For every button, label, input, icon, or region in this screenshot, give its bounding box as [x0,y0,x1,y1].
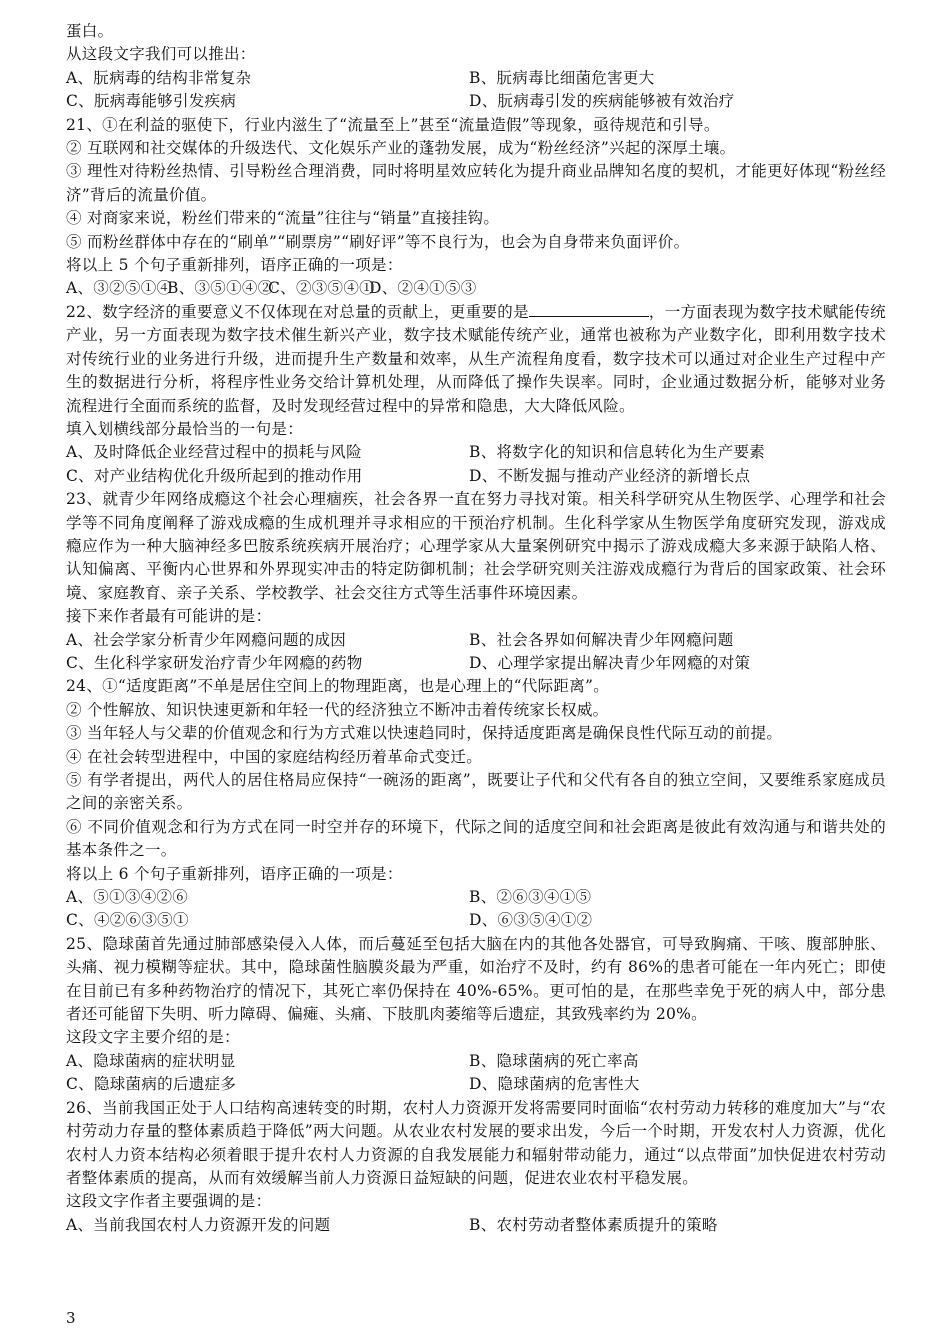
q22-question: 填入划横线部分最恰当的一句是： [66,419,304,438]
previous-question-tail: 蛋白。 [66,22,114,40]
q25-options [66,1050,886,1097]
q21-sentence-4: ④ 对商家来说，粉丝们带来的“流量”往往与“销量”直接挂钩。 [66,209,500,228]
q24-sentence-2: ② 个性解放、知识快速更新和年轻一代的经济独立不断冲击着传统家长权威。 [66,700,609,719]
q26-question: 这段文字作者主要强调的是： [66,1192,272,1211]
q20-option-b[interactable]: B、朊病毒比细菌危害更大 [469,68,655,87]
q24-option-a[interactable]: A、⑤①③④②⑥ [66,888,189,907]
q24-option-b[interactable]: B、②⑥③④①⑤ [469,888,592,907]
q21-sentence-1: 21、①在利益的驱使下，行业内滋生了“流量至上”甚至“流量造假”等现象，亟待规范和引导。 [66,115,720,134]
q21-options [66,277,886,300]
q24-sentence-1: 24、①“适度距离”不单是居住空间上的物理距离，也是心理上的“代际距离”。 [66,677,610,696]
q25-option-c[interactable]: C、隐球菌病的后遗症多 [66,1075,237,1094]
q24-sentence-3: ③ 当年轻人与父辈的价值观念和行为方式难以快速趋同时，保持适度距离是确保良性代际互动的前提。 [66,724,783,743]
q21-question: 将以上 5 个句子重新排列，语序正确的一项是： [66,256,403,275]
q21-sentence-3: ③ 理性对待粉丝热情、引导粉丝合理消费，同时将明星效应转化为提升商业品牌知名度的契机，才能更好体现“粉丝经济”背后的流量价值。 [66,162,886,204]
q26-passage: 26、当前我国正处于人口结构高速转变的时期，农村人力资源开发将需要同时面临“农村劳动力转移的难度加大”与“农村劳动力存量的整体素质趋于降低”两大问题。从农业农村发展的要求出发，今后一个时期，开发农村人力资源，优化农村人力资本结构必须着眼于提升农村人力资源的自我发展能力和辐射带动能力，通过“以点带面”加快促进农村劳动者整体素质的提高，从而有效缓解当前人力资源日益短缺的问题，促进农业农村平稳发展。 [66,1098,886,1187]
q24-options [66,886,886,933]
q23-option-d[interactable]: D、心理学家提出解决青少年网瘾的对策 [469,653,751,672]
q25-option-d[interactable]: D、隐球菌病的危害性大 [469,1075,640,1094]
q26-option-a[interactable]: A、当前我国农村人力资源开发的问题 [66,1215,331,1234]
q22-option-a[interactable]: A、及时降低企业经营过程中的损耗与风险 [66,443,362,462]
q21-option-a[interactable]: A、③②⑤①④ [66,279,173,298]
q23-passage: 23、就青少年网络成瘾这个社会心理痼疾，社会各界一直在努力寻找对策。相关科学研究从生物医学、心理学和社会学等不同角度阐释了游戏成瘾的生成机理并寻求相应的干预治疗机制。生化科学家从生物医学角度研究发现，游戏成瘾应作为一种大脑神经多巴胺系统疾病开展治疗；心理学家从大量案例研究中揭示了游戏成瘾大多来源于缺陷人格、认知偏离、平衡内心世界和外界现实冲击的特定防御机制；社会学研究则关注游戏成瘾行为背后的国家政策、社会环境、家庭教育、亲子关系、学校教学、社会交往方式等生活事件环境因素。 [66,490,886,602]
q24-option-d[interactable]: D、⑥③⑤④①② [469,911,593,930]
q20-option-d[interactable]: D、朊病毒引发的疾病能够被有效治疗 [469,92,735,111]
q22-fill-blank [529,301,649,317]
q24-sentence-4: ④ 在社会转型进程中，中国的家庭结构经历着革命式变迁。 [66,747,483,766]
q21-sentence-5: ⑤ 而粉丝群体中存在的“刷单”“刷票房”“刷好评”等不良行为，也会为自身带来负面评价。 [66,232,690,251]
exam-page-body [66,20,886,1237]
q23-options [66,629,886,676]
q21-option-d[interactable]: D、②④①⑤③ [369,279,477,298]
page-number: 3 [66,1309,76,1327]
q24-sentence-5: ⑤ 有学者提出，两代人的居住格局应保持“一碗汤的距离”，既要让子代和父代有各自的独立空间，又要维系家庭成员之间的亲密关系。 [66,771,886,813]
q24-question: 将以上 6 个句子重新排列，语序正确的一项是： [66,864,403,883]
q21-option-c[interactable]: C、②③⑤④① [268,279,375,298]
q26-options [66,1214,886,1237]
q23-option-b[interactable]: B、社会各界如何解决青少年网瘾问题 [469,630,734,649]
q21-sentence-2: ② 互联网和社交媒体的升级迭代、文化娱乐产业的蓬勃发展，成为“粉丝经济”兴起的深厚土壤。 [66,139,736,158]
q22-option-b[interactable]: B、将数字化的知识和信息转化为生产要素 [469,443,766,462]
q22-text-after-blank: ，一方面表现为数字技术赋能传统产业，另一方面表现为数字技术催生新兴产业，数字技术赋能传统产业，通常也被称为产业数字化，即利用数字技术对传统行业的业务进行升级，进而提升生产数量和效率，从生产流程角度看，数字技术可以通过对企业生产过程中产生的数据进行分析，将程序性业务交给计算机处理，从而降低了操作失误率。同时，企业通过数据分析，能够对业务流程进行全面而系统的监督，及时发现经营过程中的异常和隐患，大大降低风险。 [66,302,886,415]
q23-question: 接下来作者最有可能讲的是： [66,607,272,626]
q21-option-b[interactable]: B、③⑤①④② [167,279,274,298]
q22-option-d[interactable]: D、不断发掘与推动产业经济的新增长点 [469,466,751,485]
q22-option-c[interactable]: C、对产业结构优化升级所起到的推动作用 [66,466,363,485]
q23-option-c[interactable]: C、生化科学家研发治疗青少年网瘾的药物 [66,653,363,672]
q20-option-c[interactable]: C、朊病毒能够引发疾病 [66,92,237,111]
q22-options [66,441,886,488]
q25-option-a[interactable]: A、隐球菌病的症状明显 [66,1051,236,1070]
q25-option-b[interactable]: B、隐球菌病的死亡率高 [469,1051,639,1070]
q24-option-c[interactable]: C、④②⑥③⑤① [66,911,189,930]
q25-passage: 25、隐球菌首先通过肺部感染侵入人体，而后蔓延至包括大脑在内的其他各处器官，可导致胸痛、干咳、腹部肿胀、头痛、视力模糊等症状。其中，隐球菌性脑膜炎最为严重，如治疗不及时，约有 86%的患者可能在一年内死亡；即使在目前已有多种药物治疗的情况下，其死亡率仍保持在 40%-65%。更可怕的是，在那些幸免于死的病人中，部分患者还可能留下失明、听力障碍、偏瘫、头痛、下肢肌肉萎缩等后遗症，其致残率约为 20%。 [66,934,886,1024]
q24-sentence-6: ⑥ 不同价值观念和行为方式在同一时空并存的环境下，代际之间的适度空间和社会距离是彼此有效沟通与和谐共处的基本条件之一。 [66,817,886,860]
q22-text-before-blank: 22、数字经济的重要意义不仅体现在对总量的贡献上，更重要的是 [66,302,529,321]
q22-passage [66,301,886,418]
q25-question: 这段文字主要介绍的是： [66,1028,240,1047]
q26-option-b[interactable]: B、农村劳动者整体素质提升的策略 [469,1215,718,1234]
q20-question: 从这段文字我们可以推出： [66,45,256,64]
q23-option-a[interactable]: A、社会学家分析青少年网瘾问题的成因 [66,630,347,649]
q20-option-a[interactable]: A、朊病毒的结构非常复杂 [66,68,252,87]
q20-options [66,67,886,114]
